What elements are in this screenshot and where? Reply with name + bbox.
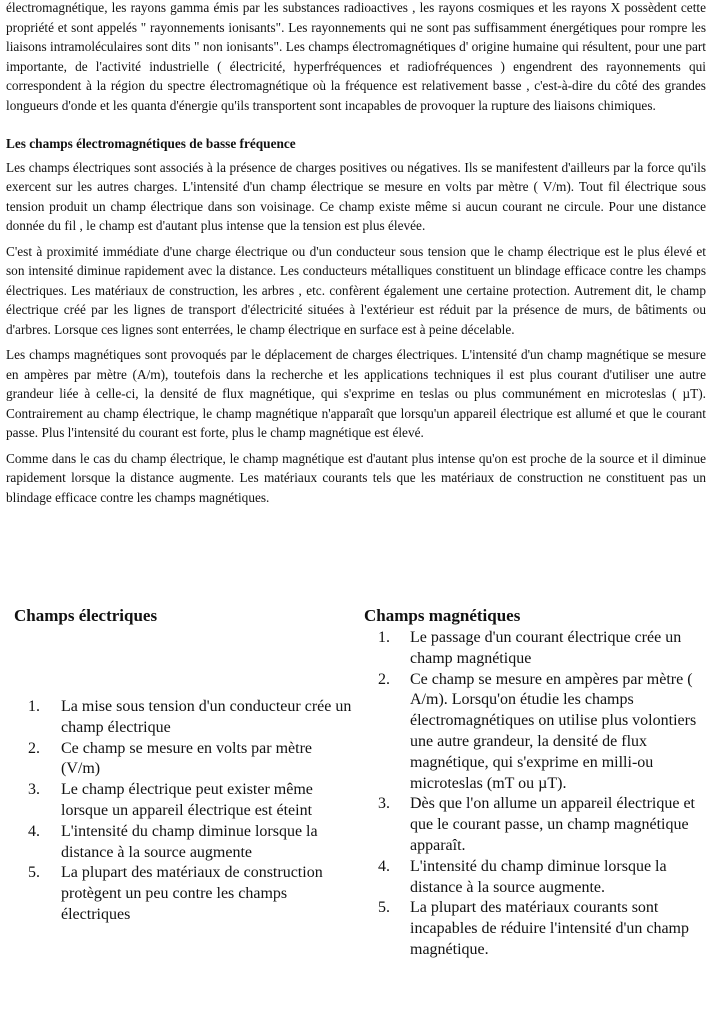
paragraph-electric-proximity: C'est à proximité immédiate d'une charge électrique ou d'un conducteur sous tension que le champ électrique est le plus élevé et son intensité diminue rapidement avec la distance. Les conducteurs métalliques constituent un blindage efficace contre les champs électriques. Les matériaux de construction, les arbres , etc. confèrent également une certaine protection. Autrement dit, le champ électrique créé par les lignes de transport d'électricité situées à l'extérieur est réduit par la présence de murs, de bâtiments ou d'arbres. Lorsque ces lignes sont enterrées, le champ électrique en surface est à peine décelable. [6,243,706,337]
list-item: 4. L'intensité du champ diminue lorsque la distance à la source augmente [28,822,318,861]
section-heading: Les champs électromagnétiques de basse fréquence [6,136,296,151]
magnetic-list [364,628,704,961]
list-item: 2. Ce champ se mesure en volts par mètre (V/m) [28,739,313,778]
magnetic-column [364,604,704,961]
paragraph-electric-fields: Les champs électriques sont associés à la présence de charges positives ou négatives. Ils se manifestent d'ailleurs par la force qu'ils exercent sur les autres charges. L'intensité d'un champ électrique se mesure en volts par mètre ( V/m). Tout fil électrique sous tension produit un champ électrique dans son voisinage. Ce champ existe même si aucun courant ne circule. Pour une distance donnée du fil , le champ est d'autant plus intense que la tension est plus élevée. [6,159,706,233]
list-item: 4. L'intensité du champ diminue lorsque la distance à la source augmente. [378,857,667,896]
list-item: 1. La mise sous tension d'un conducteur crée un champ électrique [28,698,352,736]
list-item: 3. Le champ électrique peut exister même lorsque un appareil électrique est éteint [28,781,313,819]
paragraph-magnetic-distance: Comme dans le cas du champ électrique, le champ magnétique est d'autant plus intense qu'on est proche de la source et il diminue rapidement lorsque la distance augmente. Les matériaux courants tels que les matériaux de construction ne constituent pas un blindage efficace contre les champs magnétiques. [6,450,706,505]
electric-column-title: Champs électriques [14,606,158,625]
electric-list [14,697,354,926]
paragraph-magnetic-fields: Les champs magnétiques sont provoqués par le déplacement de charges électriques. L'intensité d'un champ magnétique se mesure en ampères par mètre (A/m), toutefois dans la recherche et les applications techniques il est plus courant d'utiliser une autre grandeur liée à celle-ci, la densité de flux magnétique, qui s'exprime en teslas ou plus communément en microteslas ( µT). Contrairement au champ électrique, le champ magnétique n'apparaît que lorsqu'un appareil électrique est allumé et que le courant passe. Plus l'intensité du courant est forte, plus le champ magnétique est élevé. [6,347,706,440]
magnetic-column-title: Champs magnétiques [364,606,521,625]
list-item: 3. Dès que l'on allume un appareil électrique et que le courant passe, un champ magnétique apparaît. [378,795,695,854]
electric-column [14,604,354,926]
list-item: 5. La plupart des matériaux courants sont incapables de réduire l'intensité d'un champ magnétique. [378,899,689,958]
list-item: 1. Le passage d'un courant électrique crée un champ magnétique [378,629,682,667]
list-item: 5. La plupart des matériaux de construction protègent un peu contre les champs électriques [28,864,323,923]
document-body [6,0,706,513]
list-item: 2. Ce champ se mesure en ampères par mètre ( A/m). Lorsqu'on étudie les champs électromagnétiques on utilise plus volontiers une autre grandeur, la densité de flux magnétique, qui s'exprime en milli-ou microteslas (mT ou µT). [378,670,697,792]
intro-paragraph: électromagnétique, les rayons gamma émis par les substances radioactives , les rayons cosmiques et les rayons X possèdent cette propriété et sont appelés " rayonnements ionisants". Les rayonnements qui ne sont pas suffisamment énergétiques pour rompre les liaisons intramoléculaires sont dits " non ionisants". Les champs électromagnétiques d' origine humaine qui résultent, pour une part importante, de l'activité industrielle ( électricité, hyperfréquences et radiofréquences ) engendrent des rayonnements qui correspondent à la région du spectre électromagnétique où la fréquence est relativement basse , c'est-à-dire du côté des grandes longueurs d'onde et les quanta d'énergie qu'ils transportent sont incapables de provoquer la rupture des liaisons chimiques. [6,0,706,113]
